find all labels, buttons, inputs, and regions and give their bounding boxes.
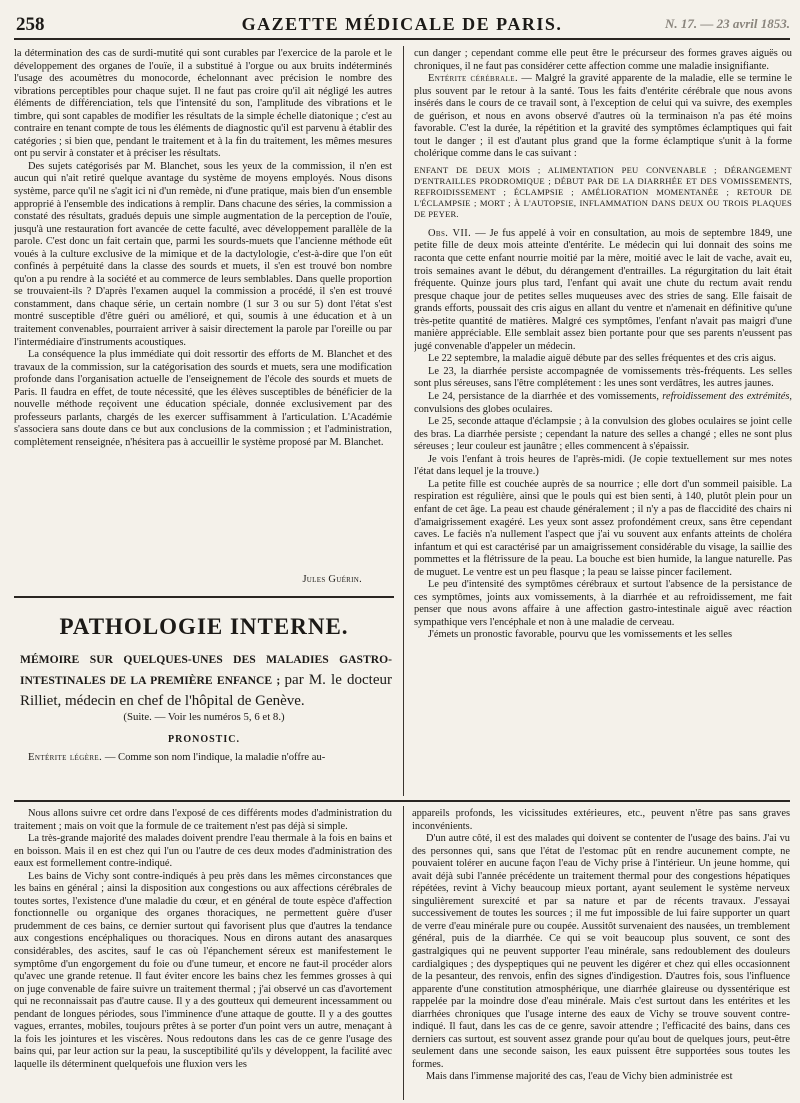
article-author: par M. le docteur Rilliet, médecin en chef de l'hôpital de Genève.: [20, 672, 392, 709]
page-number: 258: [16, 14, 45, 35]
column-top-left: [14, 48, 392, 586]
paragraph: Nous allons suivre cet ordre dans l'exposé de ces différents modes d'administration du traitement ; mais on voit que la formule de ce traitement n'est pas déjà si simple.: [14, 808, 392, 832]
italic-text: refroidissement des extrémités,: [662, 391, 792, 403]
paragraph-text: Le 24, persistance de la diarrhée et des vomissements,: [428, 391, 659, 403]
paragraph: [414, 228, 792, 353]
paragraph: La conséquence la plus immédiate qui doit ressortir des efforts de M. Blanchet et des travaux de la commission, sur la catégorisation des sourds et muets, sera une modification profonde dans l'organisation actuelle de l'enseignement de l'école des sourds et muets de Paris. Il faudra en effet, de toute nécessité, que les élèves susceptibles de bénéficier de la nouvelle méthode reçoivent une éducation spéciale, donnée exclusivement par des professeurs parlants, chargés de les exercer suffisamment à l'articulation. L'Académie s'associera sans doute dans ce but aux conclusions de la commission ; et l'administration, complètement renseignée, n'hésitera pas à accueillir le système proposé par M. Blanchet.: [14, 349, 392, 448]
paragraph: Les bains de Vichy sont contre-indiqués à peu près dans les mêmes circonstances que les bains en général ; ainsi la disposition aux congestions ou aux affections cérébrales de toutes sortes, l'existence d'une maladie du cœur, et en général de toute espèce d'affection fonctionnelle ou organique des organes thoraciques, ne permettent guère d'user prudemment de ces bains, ce dernier surtout qui favorisent plus que d'autres la tendance aux congestions encéphaliques ou thoraciques. Nous en dirons autant des anasarques considérables, des ascites, sauf le cas où l'épanchement séreux est manifestement le symptôme d'un engorgement du foie ou d'une tumeur, et encore ne faut-il procéder alors qu'avec une grande retenue. Il faut éviter encore les bains chez les femmes grosses à qui on juge convenable de faire suivre un traitement thermal ; j'ai observé un cas d'avortement qui ne reconnaissait pas d'autre cause. Il y a des goutteux qui demeurent incessamment ou pendant de longues périodes, sous l'imminence d'une attaque de goutte. Il y a des gouttes vagues, errantes, mobiles, toujours prêtes à se porter d'un point vers un autre, menaçant à la fois les jointures et les viscères. Nous redoutons dans les cas de ce genre l'usage des bains qui, par leur action sur la peau, la susceptibilité qu'ils y développent, la facilité avec laquelle ils déterminent quelquefois une fluxion vers les: [14, 870, 392, 1070]
paragraph: appareils profonds, les vicissitudes extérieures, etc., peuvent n'être pas sans graves inconvénients.: [412, 808, 790, 832]
paragraph: Le 22 septembre, la maladie aiguë débute par des selles fréquentes et des cris aigus.: [428, 353, 776, 365]
section-heading: PATHOLOGIE INTERNE.: [59, 614, 349, 639]
column-divider-top: [403, 46, 404, 796]
issue-date: N. 17. — 23 avril 1853.: [665, 16, 790, 31]
column-bottom-left: [14, 808, 392, 1098]
signature-text: Jules Guérin.: [302, 574, 362, 585]
paragraph: La très-grande majorité des malades doivent prendre l'eau thermale à la fois en bains et en boisson. Mais il en est chez qui l'un ou l'autre de ces deux modes d'administration des eaux est formellement contre-indiqué.: [14, 833, 392, 870]
column-divider-bottom: [403, 806, 404, 1100]
paragraph: Je vois l'enfant à trois heures de l'après-midi. (Je copie textuellement sur mes notes l'état dans lequel je la trouve.): [414, 453, 792, 478]
paragraph-text: — Comme son nom l'indique, la maladie n'offre au-: [104, 752, 326, 763]
article-continuation: (Suite. — Voir les numéros 5, 6 et 8.): [123, 711, 285, 723]
paragraph: cun danger ; cependant comme elle peut être le précurseur des formes graves aiguës ou chroniques, il ne faut pas considérer cette affection comme une maladie insignifiante.: [414, 48, 792, 72]
author-signature: [14, 574, 392, 585]
article-title-main: MÉMOIRE SUR QUELQUES-UNES DES MALADIES GASTRO-INTESTINALES DE LA PREMIÈRE ENFANCE ;: [20, 653, 392, 687]
paragraph: Le peu d'intensité des symptômes cérébraux et surtout l'absence de la persistance de ces symptômes, joints aux vomissements, à la diarrhée et au refroidissement, me fait penser que nous avons affaire à une affection gastro-intestinale aiguë avec réaction sympathique vers l'encéphale et non à une maladie de cerveau.: [414, 579, 792, 628]
paragraph: J'émets un pronostic favorable, pourvu que les vomissements et les selles: [428, 629, 733, 641]
paragraph: La petite fille est couchée auprès de sa nourrice ; elle dort d'un sommeil paisible. La respiration est régulière, ainsi que le pouls qui est bien senti, à 140, plutôt plein pour un enfant de cet âge. La peau est chaude généralement ; il n'y a pas de flaccidité des chairs ni d'amaigrissement exagéré. Les yeux sont assez profondément creux, sans être cependant caves. Le faciès n'a nullement l'aspect que j'ai vu souvent aux enfants atteints de choléra infantum et qui est caractérisé par un amaigrissement considérable du visage, la saillie des pommettes et la flétrissure de la peau. La bouche est bien humide, la langue naturelle. Pas de muguet. Le ventre est un peu flasque ; la peau se laisse pincer facilement.: [414, 478, 792, 578]
paragraph: Mais dans l'immense majorité des cas, l'eau de Vichy bien administrée est: [426, 1071, 733, 1083]
paragraph: Le 23, la diarrhée persiste accompagnée de vomissements très-fréquents. Les selles sont plus séreuses, sans l'être complétement : les unes sont verdâtres, les autres jaunes.: [414, 365, 792, 390]
paragraph-text: — Malgré la gravité apparente de la maladie, elle se termine le plus souvent par le retour à la santé. Tous les faits d'entérite cérébrale que nous avons insérés dans le cours de ce travail sont, à l'exception de celui qui va suivre, des exemples de guérison, et nous en avons observé d'autres où la terminaison n'a pas été moins favorable. C'est la durée, la répétition et la gravité des symptômes éclamptiques qui fait tout le danger ; il est d'autant plus grand que la forme éclamptique s'unit à la forme cholérique comme dans le cas suivant :: [414, 73, 792, 160]
page-header: [14, 12, 790, 40]
subsection-heading: PRONOSTIC.: [168, 734, 240, 745]
paragraph-text: — Je fus appelé à voir en consultation, au mois de septembre 1849, une petite fille de deux mois atteinte d'entérite. Le médecin qui lui donnait des soins me raconta que cette enfant nourrie moitié par la mère, moitié avec le lait de vache, avait eu, trois semaines avant le début, du dérangement d'entrailles. La régurgitation du lait était fréquente. Quinze jours plus tard, l'enfant qui avait une chute du rectum avait rendu presque chaque jour de petites selles muqueuses avec des stries de sang. Elle faisait de grands efforts, poussait des cris aigus en allant du ventre et n'amenait en définitive qu'une très-petite quantité de matières. Malgré ces symptômes, l'enfant n'avait pas maigri d'une manière appréciable. Elle semblait assez bien portante pour que ses parents n'eussent pas jugé convenable d'appeler un médecin.: [414, 227, 792, 352]
paragraph: Le 25, seconde attaque d'éclampsie ; à la convulsion des globes oculaires se joint celle des bras. La diarrhée persiste ; cependant la nature des selles a changé ; elles ne sont plus séreuses ; leur couleur est jaunâtre ; elles commencent à s'épaissir.: [414, 416, 792, 453]
paragraph: la détermination des cas de surdi-mutité qui sont curables par l'exercice de la parole et le développement des organes de l'ouïe, il a substitué à l'orgue ou aux bruits indéterminés l'usage des acoumètres du monocorde, échelonnant avec précision le nombre des vibrations perceptibles pour chaque sujet. Il ne faut pas croire qu'il ait négligé les autres éléments de différenciation, tels que l'intensité du son, l'amplitude des vibrations et le timbre, qui sont capables de modifier les résultats de la simple échelle diatonique ; c'est au contraire en tenant compte de tous les éléments de diagnostic qu'il est parvenu à établir des catégories ; si bien que, pendant le traitement et à la fin du traitement, les mêmes mesures ont pu servir à constater et à préciser les résultats.: [14, 48, 392, 160]
run-in-heading: Entérite cérébrale.: [428, 73, 518, 85]
paragraph: Des sujets catégorisés par M. Blanchet, sous les yeux de la commission, il n'en est aucun qui n'ait retiré quelque avantage du système de moyens employés. Nous disons système, parce qu'il ne s'agit ici ni d'un remède, ni d'une pratique, mais bien d'un ensemble approprié à l'ensemble des indications à remplir. Dans chacune des séries, la commission a constaté des résultats, gradués depuis une simple augmentation de la perception de l'ouïe, jusqu'à une restauration fort avancée de cette faculté, avec développement parallèle de la parole. C'est donc un fait certain que, parmi les sourds-muets que l'ancienne méthode eût voués à la culture exclusive de la mimique et de la dactylologie, c'est-à-dire que l'on eût confinés à perpétuité dans la classe des sourds et muets, il s'en est trouvé bon nombre qu'on a pu rendre à la société et au commerce de leurs semblables. Dans quelle proportion se trouvaient-ils ? D'après l'examen auquel la commission a procédé, il s'en est trouvé constamment, dans chaque série, un certain nombre (1 sur 3 ou sur 5) dont l'état s'est montré susceptible d'être guéri ou amélioré, et qui, soumis à une éducation et à un traitement convenables, pourraient arriver à saisir directement la parole par l'oreille ou par l'intermédiaire d'instruments acoustiques.: [14, 160, 392, 348]
run-in-heading: Entérite légère.: [28, 752, 103, 763]
column-bottom-right: [412, 808, 790, 1098]
paragraph: [414, 73, 792, 161]
column-top-right: [414, 48, 792, 794]
paragraph: D'un autre côté, il est des malades qui doivent se contenter de l'usage des bains. J'ai vu des personnes qui, sans que l'état de l'estomac pût en rendre aucunement compte, ne pouvaient tolérer en aucune façon l'eau de Vichy prise à l'intérieur. Un jeune homme, qui avait déjà subi l'année précédente un traitement thermal pour des congestions hépatiques répétées, revint à Vichy beaucoup mieux portant, ayant seulement le système nerveux singulièrement surexcité et par sa nature et par de récents travaux. J'essayai successivement de toutes les sources ; il me fut impossible de lui faire supporter un quart de verre d'eau minérale pure ou coupée. Aussitôt survenaient des nausées, un tremblement général, puis de la diarrhée. Ce qui se voit beaucoup plus souvent, ce sont des gastralgiques qui ne peuvent supporter l'eau minérale, sans redoublement des douleurs cardialgiques ; des dyspeptiques qui ne peuvent les digérer et chez qui elles occasionnent de la pesanteur, des renvois, enfin des signes d'indigestion. D'autres fois, sous l'influence apparente d'une constitution atmosphérique, une diarrhée glaireuse ou dyssentérique est rappelée par la moindre dose d'eau minérale. Mais c'est surtout dans les entérites et les diarrhées chroniques que l'usage interne des eaux de Vichy se trouve souvent contre-indiqué. Il faut, dans les cas de ce genre, savoir attendre ; l'efficacité des bains, dans ces derniers cas surtout, est souvent assez grande pour qu'au bout de quelques jours, peut-être seulement dans une seconde saison, les eaux puissent être supportées sous toutes les formes.: [412, 833, 790, 1070]
case-summary: ENFANT DE DEUX MOIS ; ALIMENTATION PEU CONVENABLE ; DÉRANGEMENT D'ENTRAILLES PRODROMIQUE ; DÉBUT PAR DE LA DIARRHÉE ET DES VOMISSEMENTS, REFROIDISSEMENT ; ÉCLAMPSIE ; AMÉLIORATION MOMENTANÉE ; RETOUR DE L'ÉCLAMPSIE ; MORT ; À L'AUTOPSIE, INFLAMMATION DANS DEUX OU TROIS PLAQUES DE PEYER.: [414, 164, 792, 219]
paragraph-text: convulsions des globes oculaires.: [414, 403, 553, 415]
run-in-heading: Obs. VII.: [428, 227, 472, 239]
journal-title: GAZETTE MÉDICALE DE PARIS.: [241, 14, 563, 34]
paragraph: [414, 391, 792, 416]
horizontal-divider: [14, 800, 790, 802]
article-title: [20, 650, 392, 712]
paragraph-enterite-legere: [14, 752, 392, 763]
section-rule: [14, 596, 394, 598]
